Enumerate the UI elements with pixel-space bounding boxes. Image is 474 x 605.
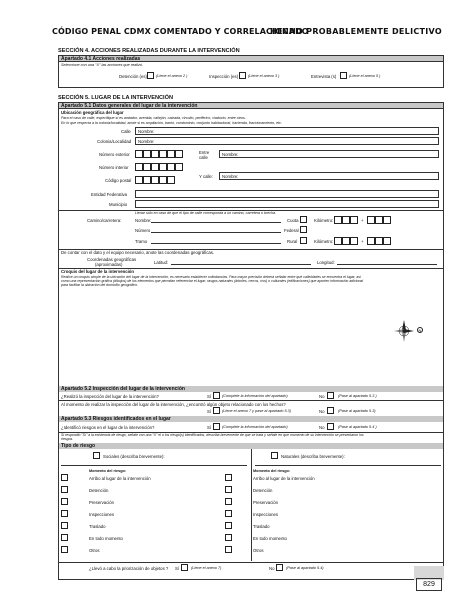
km-cells-1[interactable] bbox=[334, 216, 358, 224]
momento-item-checkbox[interactable] bbox=[225, 474, 232, 481]
coord-hint: De contar con el dato y el equipo necesario, anote las coordenadas geográficas. bbox=[61, 250, 215, 255]
momento-item-checkbox[interactable] bbox=[225, 546, 232, 553]
momento-item-label: Arribo al lugar de la intervención bbox=[253, 476, 315, 481]
column-divider bbox=[251, 449, 252, 561]
federal-label: Federal bbox=[284, 228, 299, 233]
croquis-note-1: Realice un croquis simple de la ubicación del lugar de la intervención, es necesario establecer colindancias. Para mayor precisión deberá señalar entre qué calle/dades se encuentra el lugar, así bbox=[61, 275, 362, 279]
q1-si-checkbox[interactable] bbox=[213, 392, 220, 399]
momento-item-checkbox[interactable] bbox=[61, 546, 68, 553]
momento-item-label: Inspecciones bbox=[89, 512, 115, 517]
r1-no-note: (Pase al apartado 5.4 ) bbox=[338, 425, 377, 429]
momento-item-checkbox[interactable] bbox=[225, 534, 232, 541]
momento-item-checkbox[interactable] bbox=[225, 498, 232, 505]
momento-label-right: Momento del riesgo: bbox=[253, 469, 291, 473]
km-label-1: Kilómetro: bbox=[314, 218, 334, 223]
momento-item-label: Detención bbox=[253, 488, 273, 493]
numero-label: Número bbox=[135, 228, 151, 233]
objeto-question: Al momento de realizar la inspección del lugar de la intervención, ¿encontró algún objeto relacionado con los hechos? bbox=[61, 402, 286, 407]
apartado-5-3-header: Apartado 5.3 Riesgos identificados en el lugar bbox=[59, 416, 443, 422]
croquis-title: Croquis del lugar de la intervención bbox=[61, 269, 135, 274]
momento-item-label: Preservación bbox=[253, 500, 279, 505]
momento-item-label: Traslado bbox=[89, 524, 106, 529]
r1-no-checkbox[interactable] bbox=[327, 423, 334, 430]
colonia-nombre-label: Nombre: bbox=[138, 139, 155, 144]
num-int-label: Número interior bbox=[99, 165, 129, 170]
federal-checkbox[interactable] bbox=[300, 226, 307, 233]
q1-si-label: Sí bbox=[207, 394, 212, 399]
y-calle-field[interactable] bbox=[219, 172, 439, 180]
colonia-field[interactable] bbox=[135, 137, 439, 145]
momento-item-checkbox[interactable] bbox=[225, 522, 232, 529]
r1-no-label: No bbox=[319, 425, 325, 430]
latitud-label: Latitud: bbox=[154, 260, 169, 265]
entidad-label: Entidad Federativa bbox=[91, 192, 128, 197]
prio-si-checkbox[interactable] bbox=[181, 564, 188, 571]
tramo-line[interactable] bbox=[151, 243, 281, 244]
inspeccion-label: Inspección (es) bbox=[209, 74, 239, 79]
row-divider bbox=[59, 400, 443, 401]
momento-item-label: En todo momento bbox=[89, 536, 123, 541]
camino-nombre-label: Nombre: bbox=[135, 218, 152, 223]
entrevista-label: Entrevista (s) bbox=[311, 74, 337, 79]
priorizacion-question: ¿Llevó a cabo la priorización de objetos ? bbox=[89, 566, 169, 571]
entre-calle-field[interactable] bbox=[219, 150, 439, 158]
sociales-label: Sociales (describa brevemente): bbox=[103, 454, 165, 459]
croquis-note-2: como una representación gráfica (dibujos) de los elementos que permitan referenciar el lugar, rasgos naturales (árboles, cerros, ríos) o culturales (edificaciones) que aporten información adicional bbox=[61, 279, 364, 283]
momento-item-label: Arribo al lugar de la intervención bbox=[89, 476, 151, 481]
momento-item-label: Inspecciones bbox=[253, 512, 279, 517]
momento-item-label: Otros bbox=[253, 548, 264, 553]
apartado-4-1-hint: Seleccione con una "X" las acciones que realizó. bbox=[61, 63, 144, 67]
num-int-cells[interactable] bbox=[135, 163, 183, 171]
q2-si-note: (Llene el anexo 7 y pase al apartado 5.3) bbox=[222, 409, 292, 413]
q1-no-checkbox[interactable] bbox=[327, 392, 334, 399]
prio-no-label: No bbox=[269, 566, 275, 571]
naturales-checkbox[interactable] bbox=[271, 452, 278, 459]
detencion-label: Detención (es) bbox=[119, 74, 147, 79]
inspeccion-checkbox[interactable] bbox=[239, 72, 246, 79]
r1-si-label: Sí bbox=[207, 425, 212, 430]
y-calle-nombre-label: Nombre: bbox=[222, 174, 239, 179]
y-calle-label: Y calle: bbox=[199, 174, 214, 179]
page-number: 829 bbox=[416, 578, 442, 591]
riesgos-note-2: riesgos. bbox=[61, 437, 74, 441]
km-cells-2b[interactable] bbox=[367, 237, 391, 245]
rural-checkbox[interactable] bbox=[300, 237, 307, 244]
momento-item-label: Traslado bbox=[253, 524, 270, 529]
riesgos-note-1: Si respondió "Sí" a la existencia de riesgo, señale con una "X" el o los riesgo(s) identificados, describa brevemente de que se trata y señale en que momento de su intervención se presentaron los bbox=[61, 433, 364, 437]
page-header bbox=[52, 27, 442, 41]
momento-item-label: Otros bbox=[89, 548, 100, 553]
q1-no-note: (Pase al apartado 5.3 ) bbox=[338, 394, 377, 398]
inspeccion-note: (Llene el anexo 3 ) bbox=[248, 74, 280, 78]
momento-label-left: Momento del riesgo: bbox=[89, 469, 127, 473]
inspeccion-question: ¿Realizó la inspección del lugar de la intervención? bbox=[61, 394, 159, 399]
momento-item-checkbox[interactable] bbox=[61, 522, 68, 529]
q2-no-label: No bbox=[319, 409, 325, 414]
latitud-line[interactable] bbox=[171, 264, 311, 265]
momento-item-checkbox[interactable] bbox=[61, 498, 68, 505]
apartado-5-1-header: Apartado 5.1 Datos generales del lugar de la intervención bbox=[59, 103, 443, 109]
compass-rose-icon bbox=[393, 319, 415, 343]
km-cells-1b[interactable] bbox=[367, 216, 391, 224]
entidad-field[interactable] bbox=[135, 190, 439, 198]
row-divider bbox=[59, 562, 443, 563]
camino-nombre-line[interactable] bbox=[151, 222, 281, 223]
longitud-line[interactable] bbox=[337, 264, 437, 265]
num-ext-label: Número exterior bbox=[99, 152, 130, 157]
km-cells-2[interactable] bbox=[334, 237, 358, 245]
r1-si-checkbox[interactable] bbox=[213, 423, 220, 430]
momento-item-checkbox[interactable] bbox=[225, 510, 232, 517]
q1-si-note: (Complete la información del apartado) bbox=[222, 394, 288, 398]
ubicacion-note-1: Para el caso de calle, especifique si es andador, avenida, callejón, calzada, circuito, periférico, viaducto, entre otros. bbox=[61, 116, 246, 120]
r1-si-note: (Complete la información del apartado) bbox=[222, 425, 288, 429]
header-form-title: HECHO PROBABLEMENTE DELICTIVO bbox=[270, 27, 442, 36]
prio-si-note: (Llene el anexo 7) bbox=[191, 566, 222, 570]
entre-calle-label: Entre calle bbox=[199, 150, 210, 160]
section-4-frame bbox=[58, 55, 444, 88]
calle-nombre-label: Nombre: bbox=[138, 129, 155, 134]
cuota-checkbox[interactable] bbox=[300, 216, 307, 223]
municipio-field[interactable] bbox=[135, 200, 439, 208]
sociales-line[interactable] bbox=[61, 465, 247, 466]
sociales-checkbox[interactable] bbox=[93, 452, 100, 459]
ubicacion-note-2: En lo que respecta a la colonia/localidad, anote si es ampliación, barrio, condominio, conjunto habitacional, hacienda, fraccionamiento, etc. bbox=[61, 121, 282, 125]
apartado-5-2-header: Apartado 5.2 Inspección del lugar de la intervención bbox=[59, 386, 443, 392]
rural-label: Rural bbox=[287, 239, 298, 244]
riesgos-question: ¿Identificó riesgos en el lugar de la intervención? bbox=[61, 425, 155, 430]
apartado-4-1-header: Apartado 4.1 Acciones realizadas bbox=[59, 56, 443, 62]
detencion-checkbox[interactable] bbox=[147, 72, 154, 79]
ubicacion-title: Ubicación geográfica del lugar bbox=[61, 110, 124, 115]
camino-label: Camino/carretera: bbox=[87, 218, 122, 223]
section-5-frame bbox=[58, 102, 444, 580]
momento-item-checkbox[interactable] bbox=[61, 474, 68, 481]
longitud-label: Longitud: bbox=[317, 260, 335, 265]
q2-si-label: Sí bbox=[207, 409, 212, 414]
detencion-note: (Llene el anexo 2 ) bbox=[156, 74, 188, 78]
naturales-label: Naturales (describa brevemente): bbox=[281, 454, 345, 459]
section-5-title: SECCIÓN 5. LUGAR DE LA INTERVENCIÓN bbox=[58, 95, 173, 101]
calle-field[interactable] bbox=[135, 127, 439, 135]
prio-no-checkbox[interactable] bbox=[276, 564, 283, 571]
km-plus-1: + bbox=[361, 218, 364, 223]
numero-line[interactable] bbox=[151, 232, 281, 233]
km-label-2: Kilómetro: bbox=[314, 239, 334, 244]
colonia-label: Colonia/Localidad bbox=[97, 139, 132, 144]
momento-item-checkbox[interactable] bbox=[61, 534, 68, 541]
q2-no-note: (Pase al apartado 5.3) bbox=[338, 409, 376, 413]
q1-no-label: No bbox=[319, 394, 325, 399]
momento-item-checkbox[interactable] bbox=[61, 510, 68, 517]
km-plus-2: + bbox=[361, 239, 364, 244]
entrevista-checkbox[interactable] bbox=[340, 72, 347, 79]
tipo-riesgo-header: Tipo de riesgo bbox=[59, 443, 443, 449]
coord-label-1: Coordenadas geográficas bbox=[87, 257, 137, 262]
municipio-label: Municipio bbox=[109, 202, 128, 207]
croquis-note-3: para facilitar la ubicación del domicilio geográfico. bbox=[61, 283, 139, 287]
entrevista-note: (Llene el anexo 5 ) bbox=[349, 74, 381, 78]
calle-label: Calle bbox=[121, 129, 131, 134]
q2-no-checkbox[interactable] bbox=[327, 407, 334, 414]
prio-si-label: Sí bbox=[175, 566, 180, 571]
momento-item-label: En todo momento bbox=[253, 536, 287, 541]
croquis-drawing-area[interactable] bbox=[59, 289, 443, 385]
header-book-title: CÓDIGO PENAL CDMX COMENTADO Y CORRELACIONADO bbox=[52, 27, 309, 36]
entre-calle-nombre-label: Nombre: bbox=[222, 152, 239, 157]
section-4-title: SECCIÓN 4. ACCIONES REALIZADAS DURANTE LA INTERVENCIÓN bbox=[58, 48, 240, 54]
coord-label-2: (aproximadas) bbox=[95, 262, 123, 267]
cuota-label: Cuota bbox=[287, 218, 299, 223]
cp-label: Código postal bbox=[105, 178, 132, 183]
momento-item-label: Preservación bbox=[89, 500, 115, 505]
prio-no-note: (Pase al apartado 5.4) bbox=[286, 566, 324, 570]
q2-si-checkbox[interactable] bbox=[213, 407, 220, 414]
camino-note: Llenar sólo en caso de que el tipo de calle corresponda a un camino, carretera o brecha. bbox=[135, 211, 277, 215]
tramo-label: Tramo bbox=[135, 239, 148, 244]
north-marker: N bbox=[418, 328, 422, 333]
momento-item-checkbox[interactable] bbox=[61, 486, 68, 493]
cp-cells[interactable] bbox=[135, 176, 175, 184]
num-ext-cells[interactable] bbox=[135, 150, 183, 158]
momento-item-checkbox[interactable] bbox=[225, 486, 232, 493]
naturales-line[interactable] bbox=[255, 465, 441, 466]
momento-item-label: Detención bbox=[89, 488, 109, 493]
